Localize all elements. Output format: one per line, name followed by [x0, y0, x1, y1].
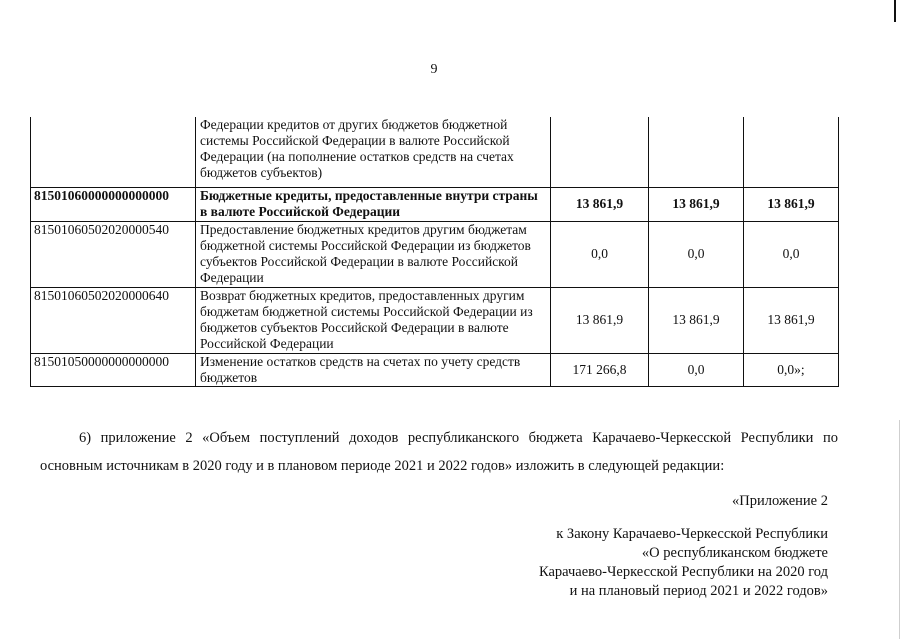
budget-sources-table [30, 117, 839, 387]
table-row [31, 353, 839, 386]
table-body [31, 117, 839, 386]
value-2021-cell: 13 861,9 [649, 187, 744, 221]
appendix-line-4: и на плановый период 2021 и 2022 годов» [569, 583, 828, 599]
value-2020-cell: 0,0 [551, 221, 649, 287]
appendix-spacer [539, 511, 828, 525]
description-cell: Бюджетные кредиты, предоставленные внутри страны в валюте Российской Федерации [196, 187, 551, 221]
value-2020-cell: 171 266,8 [551, 353, 649, 386]
appendix-line-2: «О республиканском бюджете [641, 545, 828, 561]
value-2022-cell: 13 861,9 [744, 187, 839, 221]
amendment-paragraph: 6) приложение 2 «Объем поступлений доходов республиканского бюджета Карачаево-Черкесской Республики по основным источникам в 2020 году и в плановом периоде 2021 и 2022 годов» изложить в следующей редакции: [40, 430, 838, 474]
appendix-line-3: Карачаево-Черкесской Республики на 2020 год [538, 564, 828, 580]
description-cell: Предоставление бюджетных кредитов другим бюджетам бюджетной системы Российской Федерации из бюджетов субъектов Российской Федерации в валюте Российской Федерации [196, 221, 551, 287]
code-cell: 81501050000000000000 [31, 353, 196, 386]
table-row [31, 287, 839, 353]
value-2021-cell: 0,0 [649, 353, 744, 386]
appendix-line-1: к Закону Карачаево-Черкесской Республики [556, 526, 828, 542]
scan-edge-mark [894, 0, 896, 22]
value-2022-cell: 13 861,9 [744, 287, 839, 353]
scan-edge-line [899, 420, 900, 639]
description-cell: Федерации кредитов от других бюджетов бюджетной системы Российской Федерации в валюте Российской Федерации (на пополнение остатков средств на счетах бюджетов субъектов) [196, 117, 551, 187]
description-cell: Возврат бюджетных кредитов, предоставленных другим бюджетам бюджетной системы Российской Федерации из бюджетов субъектов Российской Федерации в валюте Российской Федерации [196, 287, 551, 353]
code-cell: 81501060502020000540 [31, 221, 196, 287]
value-2022-cell: 0,0»; [744, 353, 839, 386]
value-2021-cell: 0,0 [649, 221, 744, 287]
value-2021-cell: 13 861,9 [649, 287, 744, 353]
value-2020-cell: 13 861,9 [551, 187, 649, 221]
value-2021-cell [649, 117, 744, 187]
code-cell: 81501060000000000000 [31, 187, 196, 221]
appendix-title: «Приложение 2 [732, 493, 828, 509]
value-2020-cell: 13 861,9 [551, 287, 649, 353]
code-cell: 81501060502020000640 [31, 287, 196, 353]
page-number: 9 [430, 62, 438, 77]
value-2022-cell [744, 117, 839, 187]
value-2022-cell: 0,0 [744, 221, 839, 287]
table-row [31, 117, 839, 187]
appendix-header [539, 492, 828, 601]
code-cell [31, 117, 196, 187]
value-2020-cell [551, 117, 649, 187]
table-row [31, 187, 839, 221]
table-row [31, 221, 839, 287]
description-cell: Изменение остатков средств на счетах по учету средств бюджетов [196, 353, 551, 386]
